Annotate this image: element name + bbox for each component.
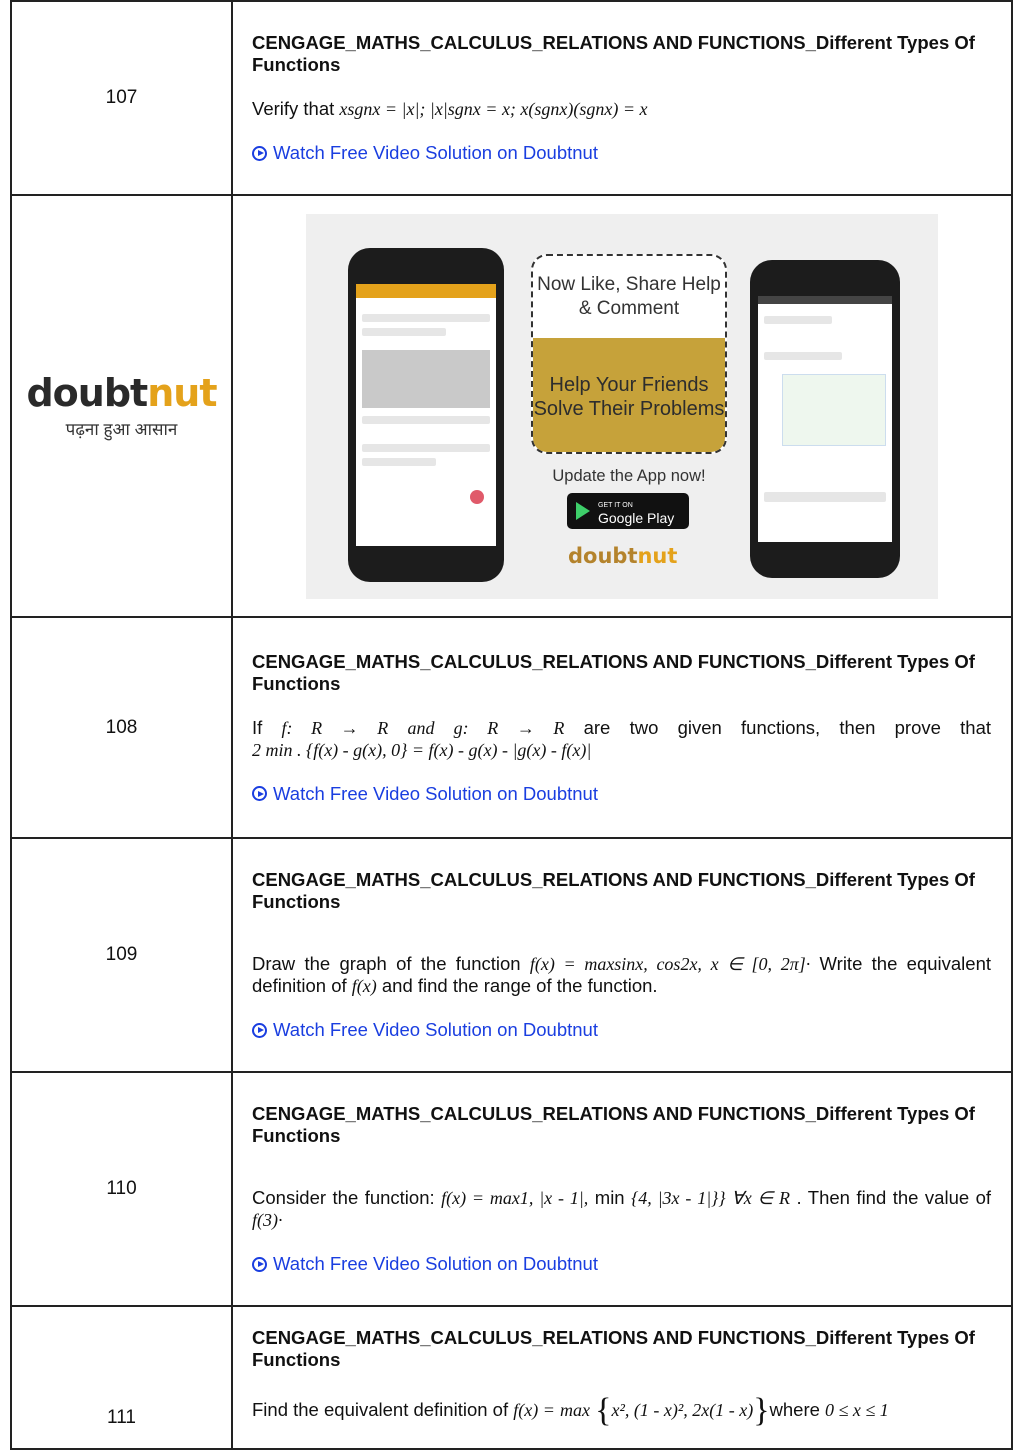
question-heading: CENGAGE_MATHS_CALCULUS_RELATIONS AND FUNCTIONS_Different Types Of Functions <box>252 32 975 75</box>
watch-video-label: Watch Free Video Solution on Doubtnut <box>273 1253 598 1274</box>
question-heading: CENGAGE_MATHS_CALCULUS_RELATIONS AND FUNCTIONS_Different Types Of Functions <box>252 650 975 694</box>
question-number: 109 <box>11 838 232 1072</box>
question-text: Draw the graph of the function f(x) = maxsinx, cos2x, x ∈ [0, 2π]· Write the equivalent definition of f(x) and find the range of the function. <box>252 953 991 996</box>
promo-card <box>531 254 727 454</box>
watch-video-link[interactable] <box>252 783 598 805</box>
promo-cell <box>232 195 1012 617</box>
question-cell <box>232 1072 1012 1306</box>
doubtnut-logo-icon: doubtnut <box>26 371 217 415</box>
question-heading: CENGAGE_MATHS_CALCULUS_RELATIONS AND FUNCTIONS_Different Types Of Functions <box>252 1103 975 1146</box>
question-row-110 <box>11 1072 1012 1306</box>
phone-right-icon <box>750 260 900 578</box>
question-number: 110 <box>11 1072 232 1306</box>
promo-logo: doubtnut <box>568 543 678 568</box>
watch-video-link[interactable] <box>252 1253 598 1275</box>
question-text: Find the equivalent definition of f(x) = max {x², (1 - x)², 2x(1 - x)}where 0 ≤ x ≤ 1 <box>252 1392 889 1429</box>
phone-left-icon <box>348 248 504 582</box>
question-row-107 <box>11 1 1012 195</box>
question-math: xsgnx = |x|; |x|sgnx = x; x(sgnx)(sgnx) = x <box>339 99 648 119</box>
google-play-button[interactable]: GET IT ON Google Play <box>567 493 689 529</box>
watch-video-label: Watch Free Video Solution on Doubtnut <box>273 1019 598 1040</box>
doubtnut-logo <box>26 371 216 440</box>
question-cell <box>232 1 1012 195</box>
promo-banner <box>306 214 938 599</box>
question-row-109 <box>11 838 1012 1072</box>
google-play-icon <box>576 502 590 520</box>
question-row-108 <box>11 617 1012 838</box>
question-prefix: Verify that <box>252 98 335 119</box>
promo-card-top: Now Like, Share Help & Comment <box>537 273 721 319</box>
question-math: 2 min . {f(x) - g(x), 0} = f(x) - g(x) - |g(x) - f(x)| <box>252 739 592 760</box>
logo-cell <box>11 195 232 617</box>
logo-tagline: पढ़ना हुआ आसान <box>65 420 178 439</box>
question-row-111 <box>11 1306 1012 1449</box>
question-number: 107 <box>11 1 232 195</box>
promo-card-bottom: Help Your Friends Solve Their Problems <box>533 338 725 454</box>
question-cell <box>232 1306 1012 1449</box>
play-circle-icon <box>252 146 267 161</box>
question-text <box>252 98 991 120</box>
play-circle-icon <box>252 1023 267 1038</box>
question-number: 111 <box>11 1306 232 1449</box>
play-circle-icon <box>252 1257 267 1272</box>
question-heading: CENGAGE_MATHS_CALCULUS_RELATIONS AND FUNCTIONS_Different Types Of Functions <box>252 1327 975 1370</box>
question-heading: CENGAGE_MATHS_CALCULUS_RELATIONS AND FUNCTIONS_Different Types Of Functions <box>252 869 975 912</box>
play-circle-icon <box>252 786 267 801</box>
promo-row <box>11 195 1012 617</box>
question-text: Consider the function: f(x) = max1, |x - 1|, min {4, |3x - 1|}} ∀x ∈ R . Then find the value of f(3)· <box>252 1187 992 1230</box>
questions-table <box>10 0 1013 1450</box>
question-text: If f: R → R and g: R → R are two given functions, then prove that <box>252 716 991 738</box>
update-app-text: Update the App now! <box>552 466 706 485</box>
question-cell <box>232 838 1012 1072</box>
watch-video-label: Watch Free Video Solution on Doubtnut <box>273 142 598 163</box>
watch-video-link[interactable] <box>252 1019 598 1041</box>
watch-video-label: Watch Free Video Solution on Doubtnut <box>273 782 598 804</box>
question-cell <box>232 617 1012 838</box>
question-number: 108 <box>11 617 232 838</box>
watch-video-link[interactable] <box>252 142 598 164</box>
question-sheet <box>10 0 1013 1448</box>
